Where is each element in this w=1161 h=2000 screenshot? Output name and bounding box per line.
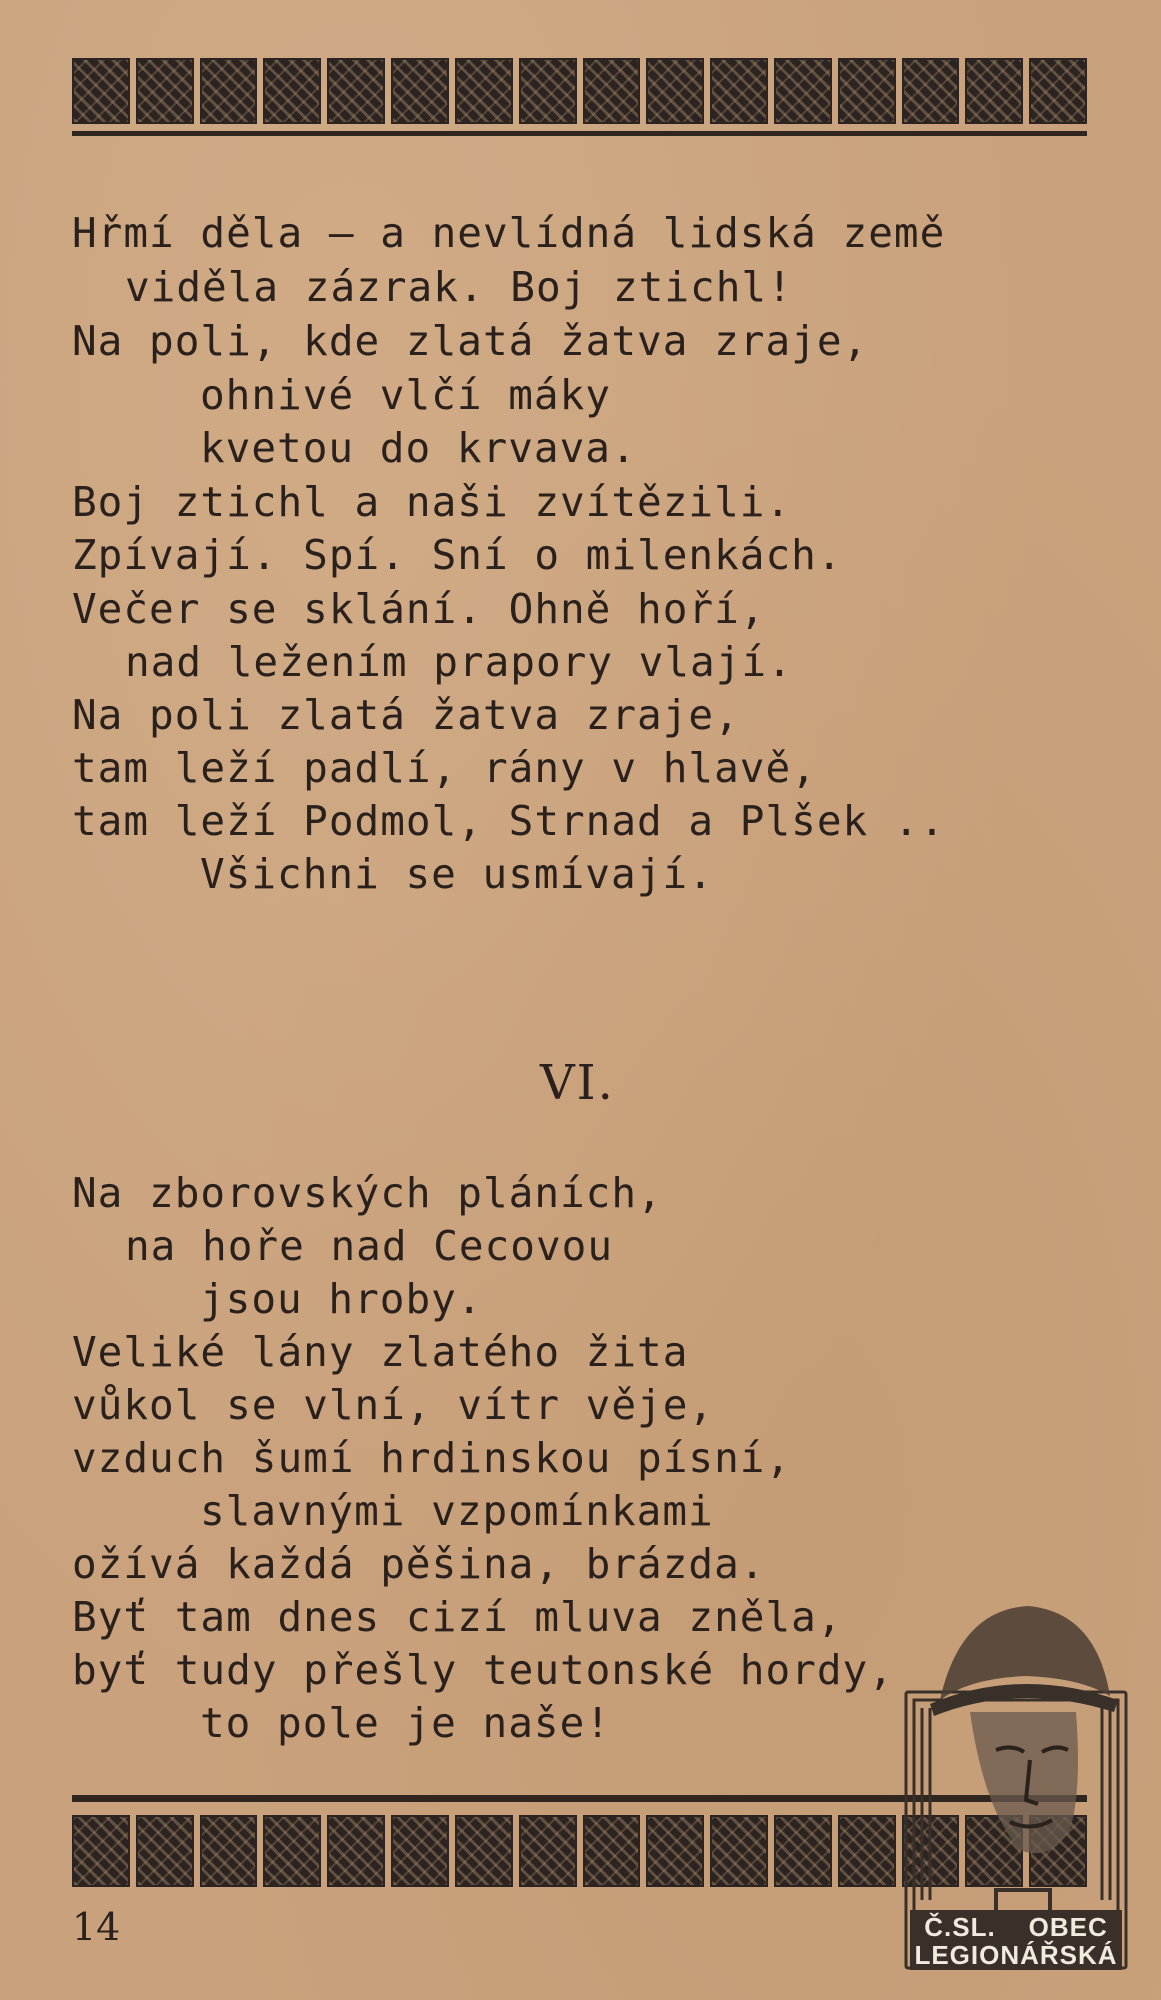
ornament-tile (710, 58, 768, 124)
ornament-tile (455, 1815, 513, 1887)
poem-line: Byť tam dnes cizí mluva zněla, (72, 1593, 843, 1641)
poem-line: na hoře nad Cecovou (125, 1222, 613, 1270)
stamp-text-line2: OBEC (1028, 1912, 1108, 1942)
ornament-tile (838, 58, 896, 124)
poem-line: to pole je naše! (200, 1699, 611, 1747)
ornament-tile (72, 1815, 130, 1887)
poem-line: tam leží Podmol, Strnad a Plšek .. (72, 797, 946, 845)
poem-line: viděla zázrak. Boj ztichl! (125, 263, 793, 311)
ornament-tile (519, 1815, 577, 1887)
ornament-tile (519, 58, 577, 124)
ornament-tile (391, 1815, 449, 1887)
ornament-tile (327, 1815, 385, 1887)
ornament-tile (774, 58, 832, 124)
poem-line: Na poli zlatá žatva zraje, (72, 691, 740, 739)
ornament-tile (646, 58, 704, 124)
ornament-tile (263, 58, 321, 124)
page-number: 14 (72, 1905, 121, 1949)
ornament-tile (455, 58, 513, 124)
top-border-rule (72, 131, 1087, 136)
ornament-tile (200, 1815, 258, 1887)
poem-line: Na zborovských pláních, (72, 1169, 663, 1217)
ornament-tile (391, 58, 449, 124)
stamp-text-line3: LEGIONÁŘSKÁ (914, 1940, 1118, 1970)
poem-line: ohnivé vlčí máky (200, 371, 611, 419)
ornament-tile (136, 1815, 194, 1887)
poem-line: Na poli, kde zlatá žatva zraje, (72, 317, 869, 365)
ornament-tile (774, 1815, 832, 1887)
poem-line: Večer se sklání. Ohně hoří, (72, 585, 766, 633)
ornament-tile (327, 58, 385, 124)
ornament-tile (710, 1815, 768, 1887)
poem-line: tam leží padlí, rány v hlavě, (72, 744, 817, 792)
poem-line: nad ležením prapory vlají. (125, 638, 793, 686)
ornament-tile (200, 58, 258, 124)
ornament-tile (1029, 58, 1087, 124)
poem-line: slavnými vzpomínkami (200, 1487, 714, 1535)
poem-line: Hřmí děla — a nevlídná lidská země (72, 209, 946, 257)
poem-line: Veliké lány zlatého žita (72, 1328, 689, 1376)
ornament-tile (965, 58, 1023, 124)
ornament-tile (646, 1815, 704, 1887)
poem-line: ožívá každá pěšina, brázda. (72, 1540, 766, 1588)
ornament-tile (583, 1815, 641, 1887)
poem-line: Všichni se usmívají. (200, 850, 714, 898)
ornament-tile (136, 58, 194, 124)
poem-line: Zpívají. Spí. Sní o milenkách. (72, 531, 843, 579)
poem-line: Boj ztichl a naši zvítězili. (72, 478, 792, 526)
ornament-tile (838, 1815, 896, 1887)
section-heading: VI. (540, 1055, 615, 1111)
ornament-tile (72, 58, 130, 124)
poem-line: kvetou do krvava. (200, 424, 637, 472)
stamp-text-line1: Č.SL. (924, 1912, 996, 1942)
ornament-tile (902, 58, 960, 124)
poem-line: jsou hroby. (200, 1275, 483, 1323)
top-ornamental-border (72, 58, 1087, 124)
ornament-tile (583, 58, 641, 124)
ornament-tile (263, 1815, 321, 1887)
poem-line: byť tudy přešly teutonské hordy, (72, 1646, 894, 1694)
poem-line: vzduch šumí hrdinskou písní, (72, 1434, 792, 1482)
library-stamp (900, 1600, 1132, 1970)
poem-line: vůkol se vlní, vítr věje, (72, 1381, 715, 1429)
